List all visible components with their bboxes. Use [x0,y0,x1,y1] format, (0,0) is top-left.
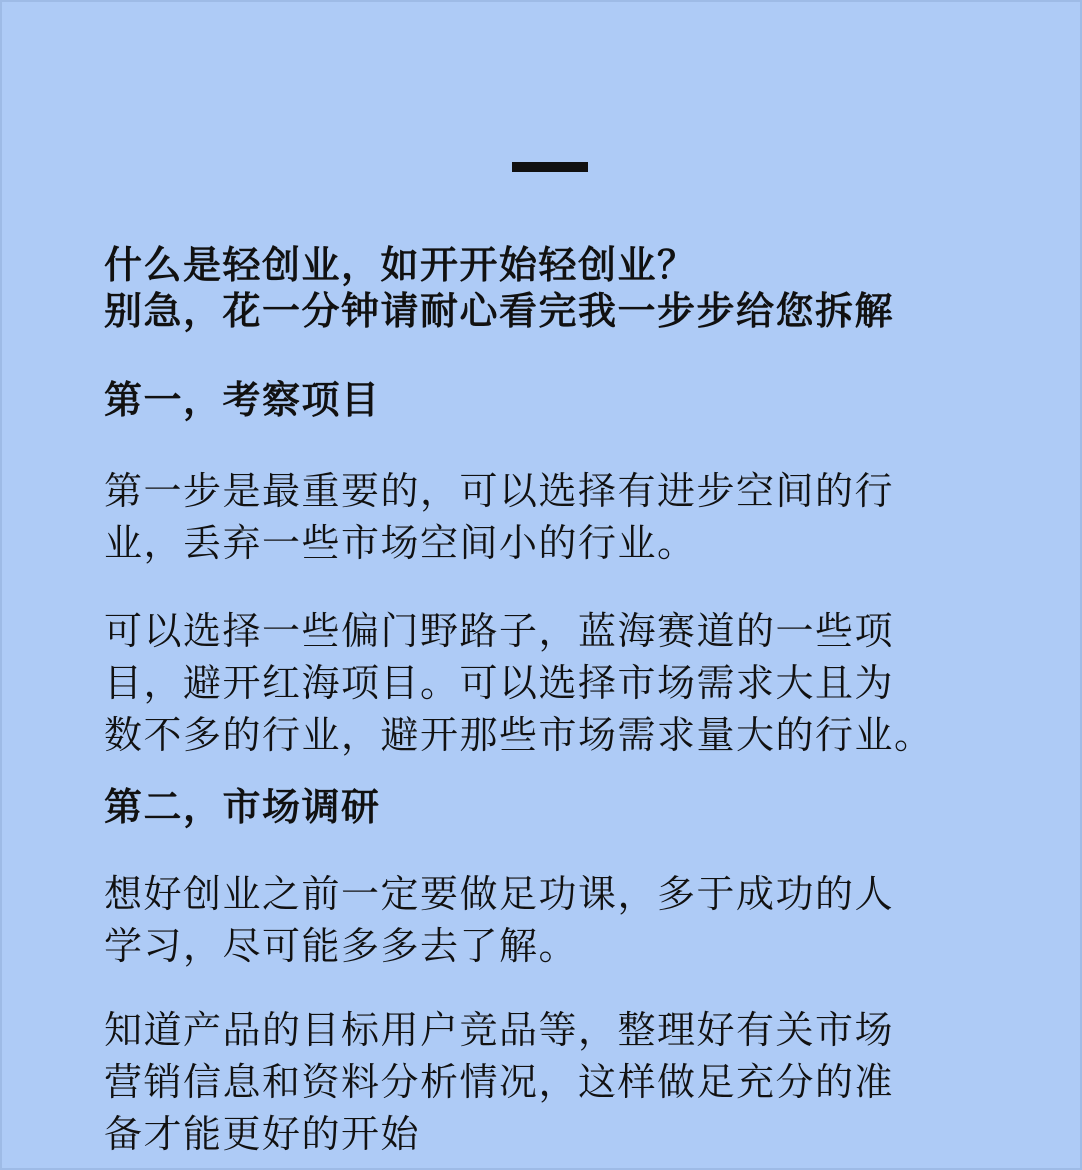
paragraph-line: 第一步是最重要的，可以选择有进步空间的行 [104,469,895,513]
intro-line-1: 什么是轻创业，如开开始轻创业？ [104,243,697,287]
section2-paragraph-2 [104,1004,984,1160]
paragraph-line: 学习，尽可能多多去了解。 [104,924,579,968]
paragraph-line: 知道产品的目标用户竞品等，整理好有关市场 [104,1008,895,1052]
paragraph-line: 营销信息和资料分析情况，这样做足充分的准 [104,1060,895,1104]
section1-title: 第一，考察项目 [104,378,381,422]
chapter-divider [512,162,588,172]
section2-title: 第二，市场调研 [104,785,381,829]
paragraph-line: 数不多的行业，避开那些市场需求量大的行业。 [104,713,934,757]
paragraph-line: 可以选择一些偏门野路子，蓝海赛道的一些项 [104,609,895,653]
section1-paragraph-1 [104,465,984,569]
intro-line-2: 别急，花一分钟请耐心看完我一步步给您拆解 [104,289,895,333]
paragraph-line: 备才能更好的开始 [104,1112,421,1156]
paragraph-line: 业，丢弃一些市场空间小的行业。 [104,521,697,565]
section1-paragraph-2 [104,605,984,761]
intro-block [104,242,984,334]
paragraph-line: 目，避开红海项目。可以选择市场需求大且为 [104,661,895,705]
section2-paragraph-1 [104,868,984,972]
paragraph-line: 想好创业之前一定要做足功课，多于成功的人 [104,872,895,916]
